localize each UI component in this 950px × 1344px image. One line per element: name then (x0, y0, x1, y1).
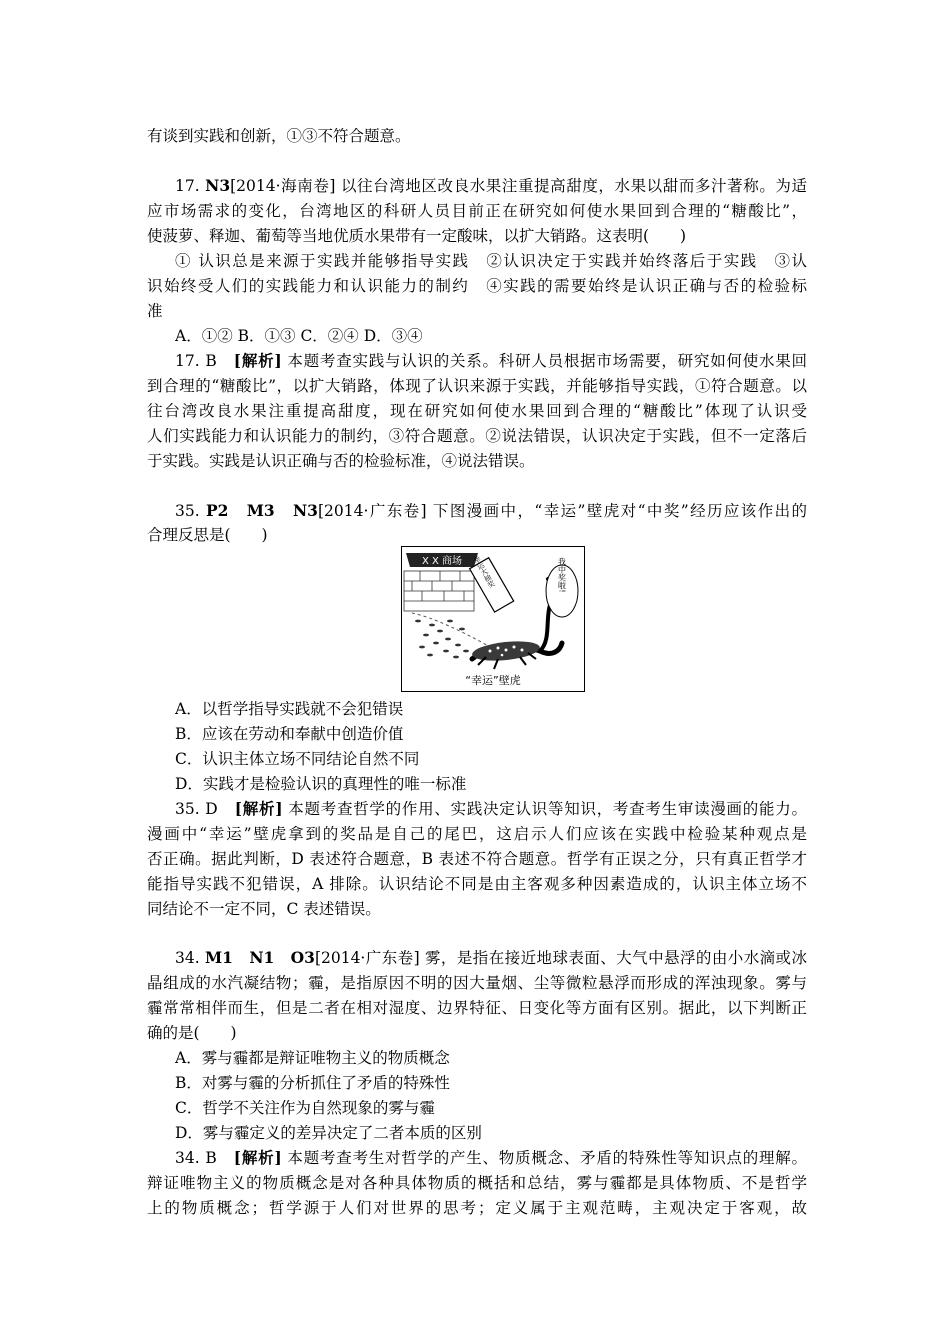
cartoon-caption: “幸运”壁虎 (465, 674, 521, 687)
q34-answer-line-3: 上的物质概念；哲学源于人们对世界的思考；定义属于主观范畴，主观决定于客观，故 (147, 1199, 807, 1217)
q17-answer-line-4: 人们实践能力和认识能力的制约，③符合题意。②说法错误，认识决定于实践，但不一定落后 (147, 427, 807, 445)
q35-answer-line-3: 否正确。据此判断，D 表述符合题意，B 表述不符合题意。哲学有正误之分，只有真正哲学才 (147, 850, 807, 868)
q34-option-c: C．哲学不关注作为自然现象的雾与霾 (175, 1099, 435, 1117)
q17-answer-line-2: 到合理的“糖酸比”，以扩大销路，体现了认识来源于实践，并能够指导实践，①符合题意。以 (147, 377, 807, 395)
q35-stem-line-1: 35. P2 M3 N3[2014·广东卷] 下图漫画中，“幸运”壁虎对“中奖”经历应该作出的 (175, 501, 807, 520)
q35-option-b: B．应该在劳动和奉献中创造价值 (175, 725, 404, 743)
q17-stem-line-3: 使菠萝、释迦、葡萄等当地优质水果带有一定酸味，以扩大销路。这表明( ) (147, 227, 687, 245)
q17-answer-line-3: 往台湾改良水果注重提高甜度，现在研究如何使水果回到合理的“糖酸比”体现了认识受 (147, 402, 807, 420)
q17-answer-line-1: 17. B [解析] 本题考查实践与认识的关系。科研人员根据市场需要，研究如何使水果回 (175, 351, 807, 370)
analysis-tag: [解析] (233, 351, 282, 370)
q17-knowledge-code: N3 (205, 176, 231, 195)
lottery-banner-text: 幸运大抽奖 (471, 554, 497, 590)
q17-stem-line-1: 17. N3[2014·海南卷] 以往台湾地区改良水果注重提高甜度，水果以甜而多汁著称。为适 (175, 176, 807, 195)
q35-answer-line-2: 漫画中“幸运”壁虎拿到的奖品是自己的尾巴，这启示人们应该在实践中检验某种观点是 (147, 825, 807, 843)
q35-option-d: D．实践才是检验认识的真理性的唯一标准 (175, 775, 467, 793)
q34-stem-line-4: 确的是( ) (147, 1024, 237, 1042)
q17-statements-line-3: 准 (147, 302, 163, 320)
lucky-gecko-cartoon (401, 546, 585, 692)
q34-stem-line-2: 晶组成的水汽凝结物；霾，是指原因不明的因大量烟、尘等微粒悬浮而形成的浑浊现象。雾与 (147, 974, 807, 992)
speech-bubble-text: 我中奖啦! (557, 557, 567, 593)
q35-answer-line-4: 能指导实践不犯错误，A 排除。认识结论不同是由主客观多种因素造成的，认识主体立场不 (147, 875, 807, 893)
analysis-tag: [解析] (233, 1148, 282, 1167)
q35-answer-line-5: 同结论不一定不同，C 表述错误。 (147, 900, 381, 918)
cartoon-drawing (402, 547, 584, 691)
q34-option-a: A．雾与霾都是辩证唯物主义的物质概念 (175, 1049, 450, 1067)
q17-stem-line-2: 应市场需求的变化，台湾地区的科研人员目前正在研究如何使水果回到合理的“糖酸比”， (147, 202, 807, 220)
q34-stem-line-1: 34. M1 N1 O3[2014·广东卷] 雾，是指在接近地球表面、大气中悬浮的由小水滴或冰 (175, 948, 807, 967)
q35-stem-line-2: 合理反思是( ) (147, 526, 268, 544)
q35-knowledge-codes: P2 M3 N3 (206, 501, 318, 520)
q34-option-b: B．对雾与霾的分析抓住了矛盾的特殊性 (175, 1074, 450, 1092)
mall-sign-text: X X 商场 (421, 556, 463, 567)
q35-option-a: A．以哲学指导实践就不会犯错误 (175, 700, 404, 718)
q35-option-c: C．认识主体立场不同结论自然不同 (175, 750, 420, 768)
continuation-line: 有谈到实践和创新，①③不符合题意。 (147, 127, 411, 145)
q34-answer-line-2: 辩证唯物主义的物质概念是对各种具体物质的概括和总结，雾与霾都是具体物质、不是哲学 (147, 1174, 807, 1192)
q34-answer-line-1: 34. B [解析] 本题考查考生对哲学的产生、物质概念、矛盾的特殊性等知识点的理解。 (175, 1148, 807, 1167)
q34-stem-line-3: 霾常常相伴而生，但是二者在相对湿度、边界特征、日变化等方面有区别。据此，以下判断正 (147, 999, 807, 1017)
q35-answer-line-1: 35. D [解析] 本题考查哲学的作用、实践决定认识等知识，考查考生审读漫画的能力。 (175, 799, 807, 818)
q34-option-d: D．雾与霾定义的差异决定了二者本质的区别 (175, 1124, 482, 1142)
analysis-tag: [解析] (234, 799, 283, 818)
q17-answer-line-5: 于实践。实践是认识正确与否的检验标准，④说法错误。 (147, 452, 535, 470)
q17-statements-line-1: ① 认识总是来源于实践并能够指导实践 ②认识决定于实践并始终落后于实践 ③认 (175, 252, 807, 270)
q17-choices: A．①② B．①③ C．②④ D．③④ (175, 327, 423, 345)
q17-statements-line-2: 识始终受人们的实践能力和认识能力的制约 ④实践的需要始终是认识正确与否的检验标 (147, 277, 807, 295)
q34-knowledge-codes: M1 N1 O3 (205, 948, 315, 967)
